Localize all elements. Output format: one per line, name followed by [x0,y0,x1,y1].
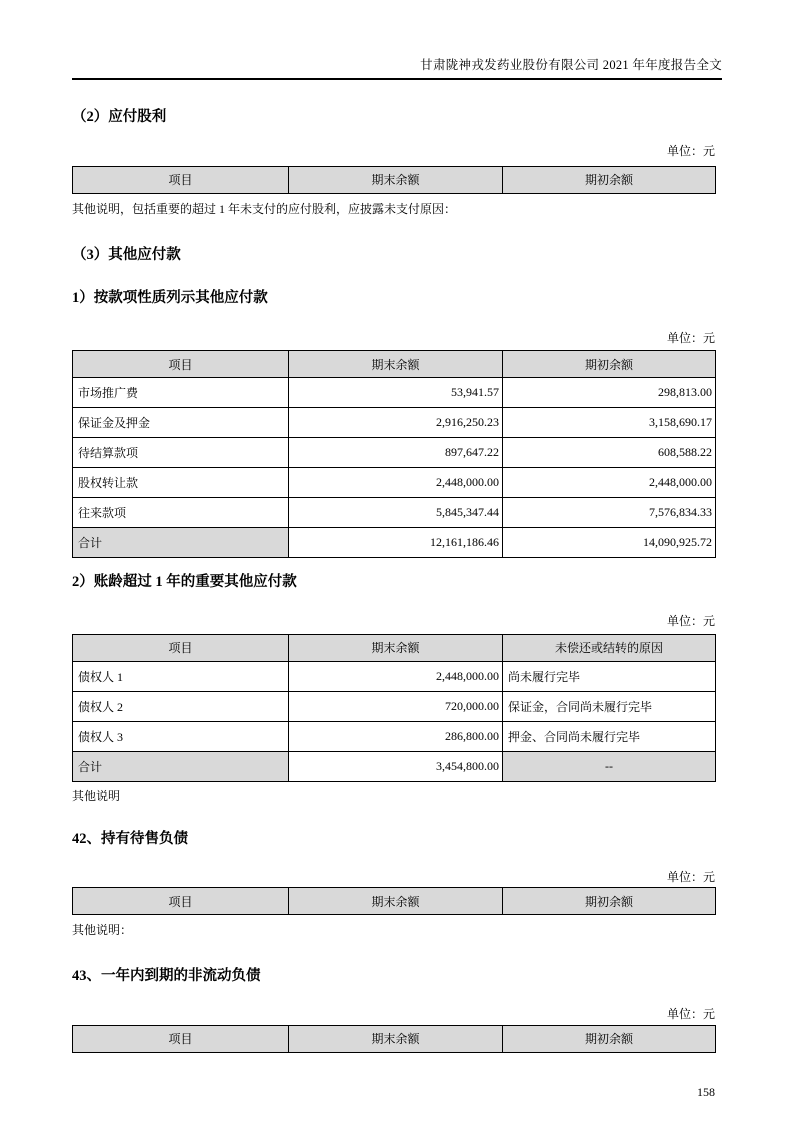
table-row-pending-settlement [73,438,716,468]
item-cell: 待结算款项 [73,438,289,468]
opening-balance-cell: 2,448,000.00 [503,468,716,498]
table-header-row [73,351,716,378]
table-row-current-accounts [73,498,716,528]
item-cell: 股权转让款 [73,468,289,498]
column-header-closing-balance: 期末余额 [289,351,503,378]
unit-label-aged: 单位：元 [666,614,715,629]
table-row-creditor-2 [73,691,716,721]
column-header-closing-balance: 期末余额 [289,634,503,661]
item-cell: 债权人 2 [73,691,289,721]
column-header-closing-balance: 期末余额 [289,1025,503,1052]
closing-balance-cell: 897,647.22 [289,438,503,468]
opening-balance-cell: 298,813.00 [503,378,716,408]
closing-balance-cell: 5,845,347.44 [289,498,503,528]
item-cell: 债权人 3 [73,721,289,751]
closing-balance-cell: 2,448,000.00 [289,661,503,691]
unit-label-noncurrent: 单位：元 [666,1007,715,1022]
closing-balance-cell: 2,916,250.23 [289,408,503,438]
closing-balance-cell: 53,941.57 [289,378,503,408]
total-label-cell: 合计 [73,751,289,781]
column-header-opening-balance: 期初余额 [503,888,716,915]
table-header-row [73,166,716,193]
closing-balance-cell: 720,000.00 [289,691,503,721]
noncurrent-due-within-one-year-table [72,1025,716,1053]
other-payables-by-nature-table [72,350,716,558]
aged-other-payables-table [72,634,716,782]
section-heading-other-payables: （3）其他应付款 [72,246,181,263]
table-row-creditor-1 [73,661,716,691]
table-row-total [73,528,716,558]
opening-balance-cell: 7,576,834.33 [503,498,716,528]
reason-cell: 保证金，合同尚未履行完毕 [503,691,716,721]
table-row-creditor-3 [73,721,716,751]
opening-balance-cell: 3,158,690.17 [503,408,716,438]
table-row-deposits [73,408,716,438]
table-header-row [73,1025,716,1052]
column-header-item: 项目 [73,1025,289,1052]
page-number: 158 [697,1084,715,1099]
column-header-reason: 未偿还或结转的原因 [503,634,716,661]
subsection-heading-by-nature: 1）按款项性质列示其他应付款 [72,289,268,306]
reason-cell: 尚未履行完毕 [503,661,716,691]
unit-label-held-for-sale: 单位：元 [666,869,715,884]
total-label-cell: 合计 [73,528,289,558]
opening-balance-cell: 608,588.22 [503,438,716,468]
subsection-heading-aged-over-one-year: 2）账龄超过 1 年的重要其他应付款 [72,574,297,591]
total-closing-balance-cell: 12,161,186.46 [289,528,503,558]
section-heading-noncurrent-due-within-one-year: 43、一年内到期的非流动负债 [72,968,261,985]
table-header-row [73,888,716,915]
aged-other-note: 其他说明 [72,788,121,803]
column-header-item: 项目 [73,351,289,378]
held-for-sale-liabilities-table [72,887,716,915]
unit-label-dividends: 单位：元 [666,144,715,159]
reason-cell: 押金、合同尚未履行完毕 [503,721,716,751]
table-row-total [73,751,716,781]
total-closing-balance-cell: 3,454,800.00 [289,751,503,781]
column-header-opening-balance: 期初余额 [503,351,716,378]
document-header [72,0,722,80]
closing-balance-cell: 286,800.00 [289,721,503,751]
section-heading-dividends-payable: （2）应付股利 [72,109,167,125]
closing-balance-cell: 2,448,000.00 [289,468,503,498]
column-header-closing-balance: 期末余额 [289,166,503,193]
column-header-opening-balance: 期初余额 [503,1025,716,1052]
table-row-equity-transfer [73,468,716,498]
column-header-opening-balance: 期初余额 [503,166,716,193]
held-for-sale-other-note: 其他说明： [72,923,133,938]
item-cell: 往来款项 [73,498,289,528]
item-cell: 保证金及押金 [73,408,289,438]
item-cell: 债权人 1 [73,661,289,691]
dividends-payable-table [72,166,716,194]
total-reason-cell: -- [503,751,716,781]
column-header-item: 项目 [73,166,289,193]
document-header-title: 甘肃陇神戎发药业股份有限公司 2021 年年度报告全文 [420,58,722,72]
table-row-marketing-fee [73,378,716,408]
dividends-other-note: 其他说明，包括重要的超过 1 年未支付的应付股利，应披露未支付原因： [72,201,457,216]
section-heading-held-for-sale-liabilities: 42、持有待售负债 [72,830,188,847]
item-cell: 市场推广费 [73,378,289,408]
table-header-row [73,634,716,661]
column-header-closing-balance: 期末余额 [289,888,503,915]
column-header-item: 项目 [73,634,289,661]
unit-label-by-nature: 单位：元 [666,330,715,345]
total-opening-balance-cell: 14,090,925.72 [503,528,716,558]
column-header-item: 项目 [73,888,289,915]
